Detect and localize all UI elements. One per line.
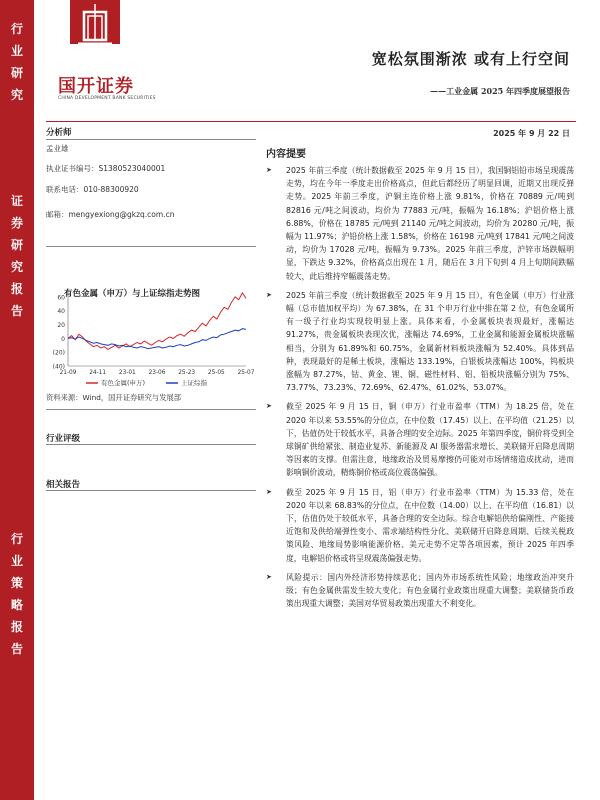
list-item [266,486,574,565]
legend-label: 上证综指 [181,379,207,387]
x-tick-label: 23-06 [148,370,166,376]
report-subtitle: ——工业金属 2025 年四季度展望报告 [430,86,570,96]
list-item [266,289,574,395]
side-char: 行 [10,532,23,546]
y-tick-label: 0 [61,335,65,343]
bullet-text: 风险提示：国内外经济形势持续恶化；国内外市场系统性风险；地缘政治冲突升级；有色金属供需发生较大变化；有色金属行业政策出现重大调整；美联储货币政策出现重大调整；美国对华贸易政策出现重大不利变化。 [286,572,574,609]
side-label-strategy-report [0,528,34,660]
side-char: 业 [10,44,23,58]
side-char: 报 [10,282,23,296]
x-tick-label: 25-05 [207,370,225,376]
analyst-email[interactable]: 邮箱：mengyexiong@gkzq.com.cn [46,210,175,219]
analyst-phone: 联系电话：010-88300920 [46,185,139,194]
industry-rating-label: 行业评级 [46,434,81,444]
side-char: 证 [10,194,23,208]
bullet-marker-icon: ➤ [266,572,272,581]
bullet-text: 2025 年前三季度（统计数据截至 2025 年 9 月 15 日），有色金属（申万）行业涨幅（总市值加权平均）为 67.38%，在 31 个申万行业中排在第 2 位，有色金属所有一级子行业均实现较明显上涨。具体来看，小金属板块表现最好，涨幅达 91.27%，贵金属板块表现次优，涨幅达 74.69%，工业金属和能源金属板块涨幅相当，分别为 61.89%和 60.75%，金属新材料板块涨幅为 52.40%。具体到品种，表现最好的是稀土板块，涨幅达 133.19%，白银板块涨幅达 100%，钨板块涨幅为 87.27%，钴、黄金、锂、铜、磁性材料、铝、铅板块涨幅分别为 75%、73.77%、73.23%、72.69%、62.47%、61.02%、53.07%。 [286,290,574,393]
summary-list [266,164,574,617]
divider [46,246,256,247]
analyst-cert: 执业证书编号：S1380523040001 [46,164,166,173]
side-label-industry-research [0,18,34,106]
bullet-marker-icon: ➤ [266,487,272,496]
analyst-name: 孟业雄 [46,144,69,153]
divider [46,490,256,491]
logo-name-cn: 国开证券 [58,76,134,97]
side-band [0,0,34,800]
divider [46,139,256,140]
x-tick-label: 24-11 [89,370,107,376]
legend-label: 有色金属(申万) [101,379,146,387]
bullet-text: 截至 2025 年 9 月 15 日，铝（申万）行业市盈率（TTM）为 15.33 倍，处在 2020 年以来 68.83%的分位点，在中位数（14.00）以上、在平均值（16.81）以下，估值仍处于较低水平，具备合理的安全边际。综合电解铝供给偏刚性、产能接近饱和及供给端弹性变小、需求端结构性分化、美联储开启降息周期、后续关税政策风险、地缘局势影响能源价格、美元走势不定等各项因素，预计 2025 年四季度，电解铝价格或将呈现震荡偏强走势。 [286,487,574,563]
bullet-marker-icon: ➤ [266,290,272,299]
side-char: 告 [10,304,23,318]
side-char: 研 [10,66,23,80]
side-label-securities-report [0,190,34,322]
bullet-marker-icon: ➤ [266,166,272,174]
report-title: 宽松氛围渐浓 或有上行空间 [371,50,570,68]
side-char: 券 [10,216,23,230]
divider [46,444,256,445]
y-tick-label: 60 [57,294,65,302]
analyst-heading: 分析师 [46,128,72,138]
side-char: 究 [10,260,23,274]
series-line-nonferrous [68,293,246,350]
list-item [266,571,574,611]
x-tick-label: 23-01 [118,370,136,376]
chart-source: 资料来源：Wind，国开证券研究与发展部 [46,393,182,402]
x-tick-label: 25-23 [178,370,196,376]
side-char: 告 [10,642,23,656]
summary-title: 内容提要 [266,149,306,160]
list-item [266,400,574,479]
x-tick-label: 25-07 [237,370,255,376]
side-char: 究 [10,88,23,102]
trend-chart [46,284,256,387]
bullet-marker-icon: ➤ [266,402,272,411]
bullet-text: 2025 年前三季度（统计数据截至 2025 年 9 月 15 日），我国铜铝铅市场呈现震荡走势，均在今年一季度走出价格高点，但此后都经历了明显回调，近期又出现反弹走势。2025 年前三季度，沪铜主连价格上涨 9.81%，价格在 70889 元/吨到 82816 元/吨之间波动，均价为 77883 元/吨，振幅为 16.18%；沪铝价格上涨 6.88%，价格在 18785 元/吨到 21140 元/吨之间波动，均价为 20280 元/吨，振幅为 11.97%；沪铅价格上涨 1.58%，价格在 16198 元/吨到 17841 元/吨之间波动，均价为 17028 元/吨，振幅为 9.73%。2025 年前三季度，沪锌市场跌幅明显，下跌达 9.32%，价格高点出现在 1 月，随后在 3 月下旬到 4 月上旬期间跌幅较大，此后维持窄幅震荡走势。 [286,166,574,281]
y-tick-label: 40 [57,308,65,316]
bullet-text: 截至 2025 年 9 月 15 日，铜（申万）行业市盈率（TTM）为 18.25 倍，处在 2020 年以来 53.55%的分位点，在中位数（17.45）以上、在平均值（21.25）以下，估值仍处于较低水平，具备合理的安全边际。2025 年第四季度，铜价将受到全球铜矿供给紧张、制造业复苏、新能源及 AI 服务器需求增长、美联储开启降息周期等因素的支撑。但需注意，地缘政治及贸易摩擦仍可能对市场情绪造成扰动，进而影响铜价波动，精炼铜价格或高位震荡偏强。 [286,402,574,478]
divider [46,409,256,410]
list-item [266,164,574,283]
report-date: 2025 年 9 月 22 日 [493,129,570,138]
header-divider [46,121,576,122]
side-char: 略 [10,598,23,612]
side-char: 策 [10,576,23,590]
side-char: 行 [10,22,23,36]
logo-name-en: CHINA DEVELOPMENT BANK SECURITIES [58,96,156,101]
y-tick-label: 20 [57,322,65,330]
company-logo [58,0,168,112]
side-char: 研 [10,238,23,252]
side-char: 业 [10,554,23,568]
y-tick-label: (40) [52,363,65,371]
trend-chart-svg [46,284,256,392]
chart-title: 有色金属（申万）与上证综指走势图 [64,289,201,299]
side-char: 报 [10,620,23,634]
y-tick-label: (20) [52,349,65,357]
x-tick-label: 21-09 [59,370,77,376]
logo-mark-icon [70,0,120,44]
related-reports-label: 相关报告 [46,480,81,490]
